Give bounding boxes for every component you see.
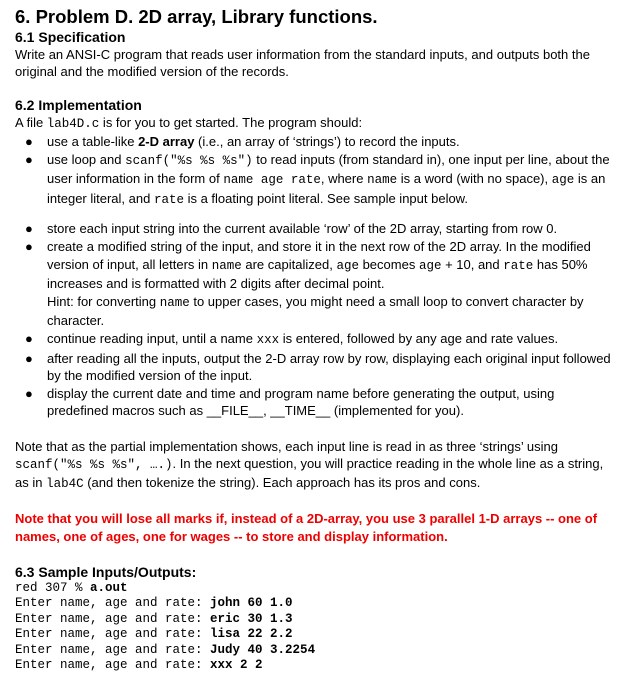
list-item: ● display the current date and time and program name before generating the output, using predefined macros such as __FILE__, __TIME__ (implemented for you). (25, 385, 555, 419)
warning-text: Note that you will lose all marks if, instead of a 2D-array, you use 3 parallel 1-D arrays -- one of names, one of ages, one for wages -- to store and display information. (15, 510, 598, 544)
impl-intro: A file lab4D.c is for you to get started. The program should: (15, 115, 363, 131)
document-page (15, 6, 615, 674)
sample-heading: 6.3 Sample Inputs/Outputs: (15, 563, 197, 580)
terminal-output: red 307 % a.out Enter name, age and rate: john 60 1.0 Enter name, age and rate: eric 30 1.3 Enter name, age and rate: lisa 22 2.2 Enter name, age and rate: Judy 40 3.2254 Enter name, age and rate: xxx 2 2 (15, 580, 316, 673)
spec-text: Write an ANSI-C program that reads user information from the standard inputs, and outputs both the original and the modified version of the records. (15, 47, 590, 79)
note-paragraph: Note that as the partial implementation shows, each input line is read in as three ‘strings’ using scanf("%s %s %s", ….). In the next question, you will practice reading in the whole line as a string, as in lab4C (and then tokenize the string). Each approach has its pros and cons. (15, 438, 604, 491)
requirements-list (15, 133, 615, 420)
list-item: ● after reading all the inputs, output the 2-D array row by row, displaying each original input followed by the modified version of the input. (25, 350, 611, 384)
list-item: ● use loop and scanf("%s %s %s") to read inputs (from standard in), one input per line, about the user information in the form of name age rate, where name is a word (with no space), age is an integer literal, and rate is a floating point literal. See sample input below. (25, 151, 610, 207)
problem-title: 6. Problem D. 2D array, Library functions. (15, 6, 378, 27)
impl-heading: 6.2 Implementation (15, 97, 142, 113)
list-item: ● store each input string into the current available ‘row’ of the 2D array, starting from row 0. (25, 221, 558, 237)
spec-heading: 6.1 Specification (15, 29, 126, 45)
list-item: ● create a modified string of the input, and store it in the next row of the 2D array. In the modified version of input, all letters in name are capitalized, age becomes age + 10, and rate has 50% increases and is formatted with 2 digits after decimal point. Hint: for converting name to upper cases, you might need a small loop to convert character by character. (25, 238, 591, 329)
list-item: ● continue reading input, until a name xxx is entered, followed by any age and rate values. (25, 330, 559, 347)
list-item: ● use a table-like 2-D array (i.e., an array of ‘strings’) to record the inputs. (25, 134, 460, 149)
file-name: lab4D.c (46, 117, 100, 131)
